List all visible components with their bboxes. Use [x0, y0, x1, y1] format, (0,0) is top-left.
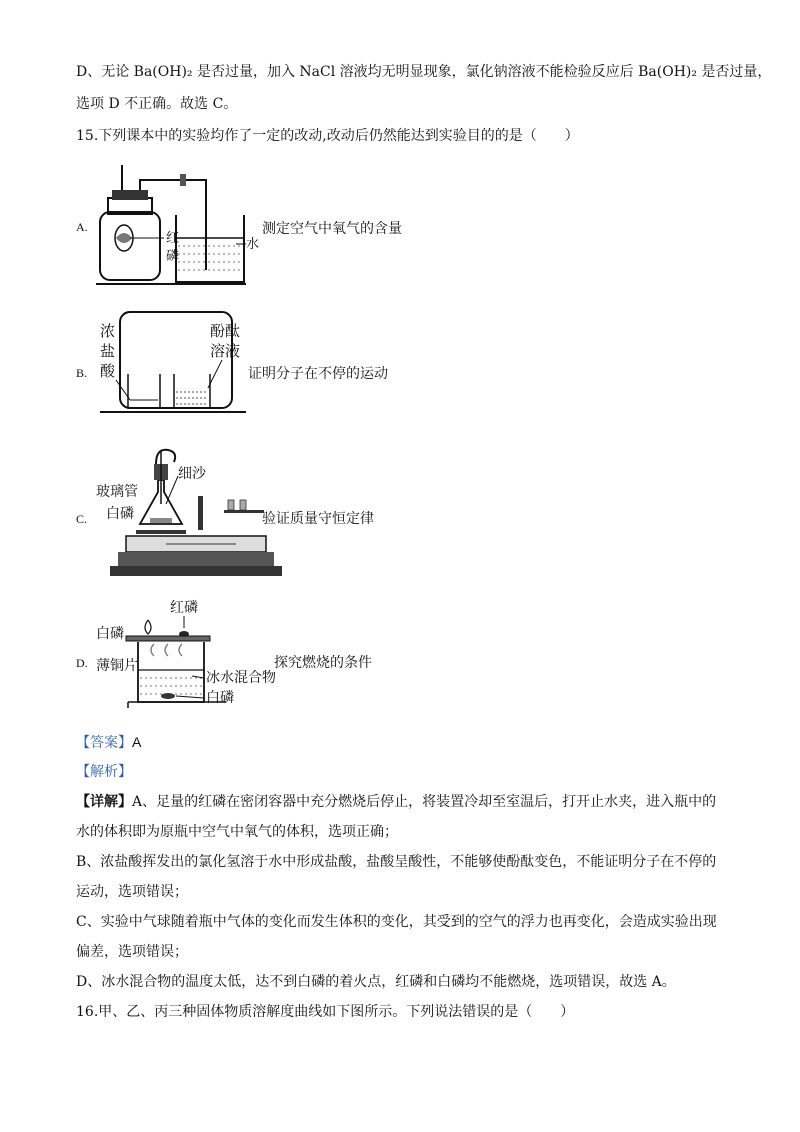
detail-c-line1: C、实验中气球随着瓶中气体的变化而发生体积的变化，其受到的空气的浮力也再变化，会造成实验出现 — [76, 914, 717, 930]
detail-b-line2: 运动，选项错误； — [76, 884, 188, 900]
label-copper-sheet: 薄铜片 — [96, 658, 138, 674]
option-c-letter: C. — [76, 512, 88, 526]
label-conc-1: 浓 — [100, 322, 116, 340]
option-b-letter: B. — [76, 366, 88, 380]
detail-a-line1 — [76, 792, 716, 812]
label-fine-sand: 细沙 — [178, 466, 206, 482]
label-conc-3: 酸 — [100, 362, 116, 380]
label-conc-2: 盐 — [100, 342, 116, 360]
question-16: 16.甲、乙、丙三种固体物质溶解度曲线如下图所示。下列说法错误的是（ ） — [76, 1004, 575, 1020]
option-c-caption: 验证质量守恒定律 — [262, 511, 374, 527]
option-d-letter: D. — [76, 656, 88, 670]
option-c-figure — [96, 440, 271, 584]
analysis-tag: 【解析】 — [76, 764, 132, 780]
label-white-phosphorus-top: 白磷 — [96, 626, 124, 642]
question-15: 15.下列课本中的实验均作了一定的改动,改动后仍然能达到实验目的的是（ ） — [76, 128, 579, 144]
label-white-phosphorus-bottom: 白磷 — [206, 690, 234, 706]
label-phenolphthalein: 酚酞 — [210, 322, 241, 340]
label-red-phosphorus-1: 红 — [166, 231, 180, 246]
label-red-phosphorus-2: 磷 — [166, 249, 180, 264]
label-red-phosphorus: 红磷 — [170, 600, 198, 616]
option-d-figure — [96, 596, 276, 720]
option-b-figure — [98, 308, 248, 422]
detail-a-text1: A、足量的红磷在密闭容器中充分燃烧后停止，将装置冷却至室温后，打开止水夹，进入瓶中的 — [132, 794, 717, 810]
prev-option-d-line1: D、无论 Ba(OH)₂ 是否过量，加入 NaCl 溶液均无明显现象，氯化钠溶液不能检验反应后 Ba(OH)₂ 是否过量， — [76, 64, 772, 80]
analysis-line — [76, 762, 132, 782]
option-b-caption: 证明分子在不停的运动 — [248, 366, 388, 382]
label-water: 水 — [246, 237, 260, 252]
option-a-caption: 测定空气中氧气的含量 — [262, 221, 402, 237]
detail-a-line2: 水的体积即为原瓶中空气中氧气的体积，选项正确； — [76, 824, 398, 840]
detail-b-line1: B、浓盐酸挥发出的氯化氢溶于水中形成盐酸，盐酸呈酸性，不能够使酚酞变色，不能证明分子在不停的 — [76, 854, 717, 870]
label-white-phosphorus: 白磷 — [106, 506, 134, 522]
answer-line — [76, 732, 141, 753]
answer-tag: 【答案】 — [76, 735, 132, 751]
label-ice-water: 冰水混合物 — [206, 670, 276, 686]
option-a-letter: A. — [76, 220, 88, 234]
detail-tag: 【详解】 — [76, 794, 132, 810]
label-solution: 溶液 — [210, 342, 241, 360]
detail-c-line2: 偏差，选项错误； — [76, 944, 188, 960]
label-glass-tube: 玻璃管 — [96, 484, 138, 500]
option-a-figure — [96, 160, 260, 294]
option-d-caption: 探究燃烧的条件 — [274, 655, 372, 671]
answer-value: A — [132, 734, 142, 750]
prev-option-d-line2: 选项 D 不正确。故选 C。 — [76, 96, 238, 112]
detail-d-line1: D、冰水混合物的温度太低，达不到白磷的着火点，红磷和白磷均不能燃烧，选项错误，故选 A。 — [76, 974, 676, 990]
